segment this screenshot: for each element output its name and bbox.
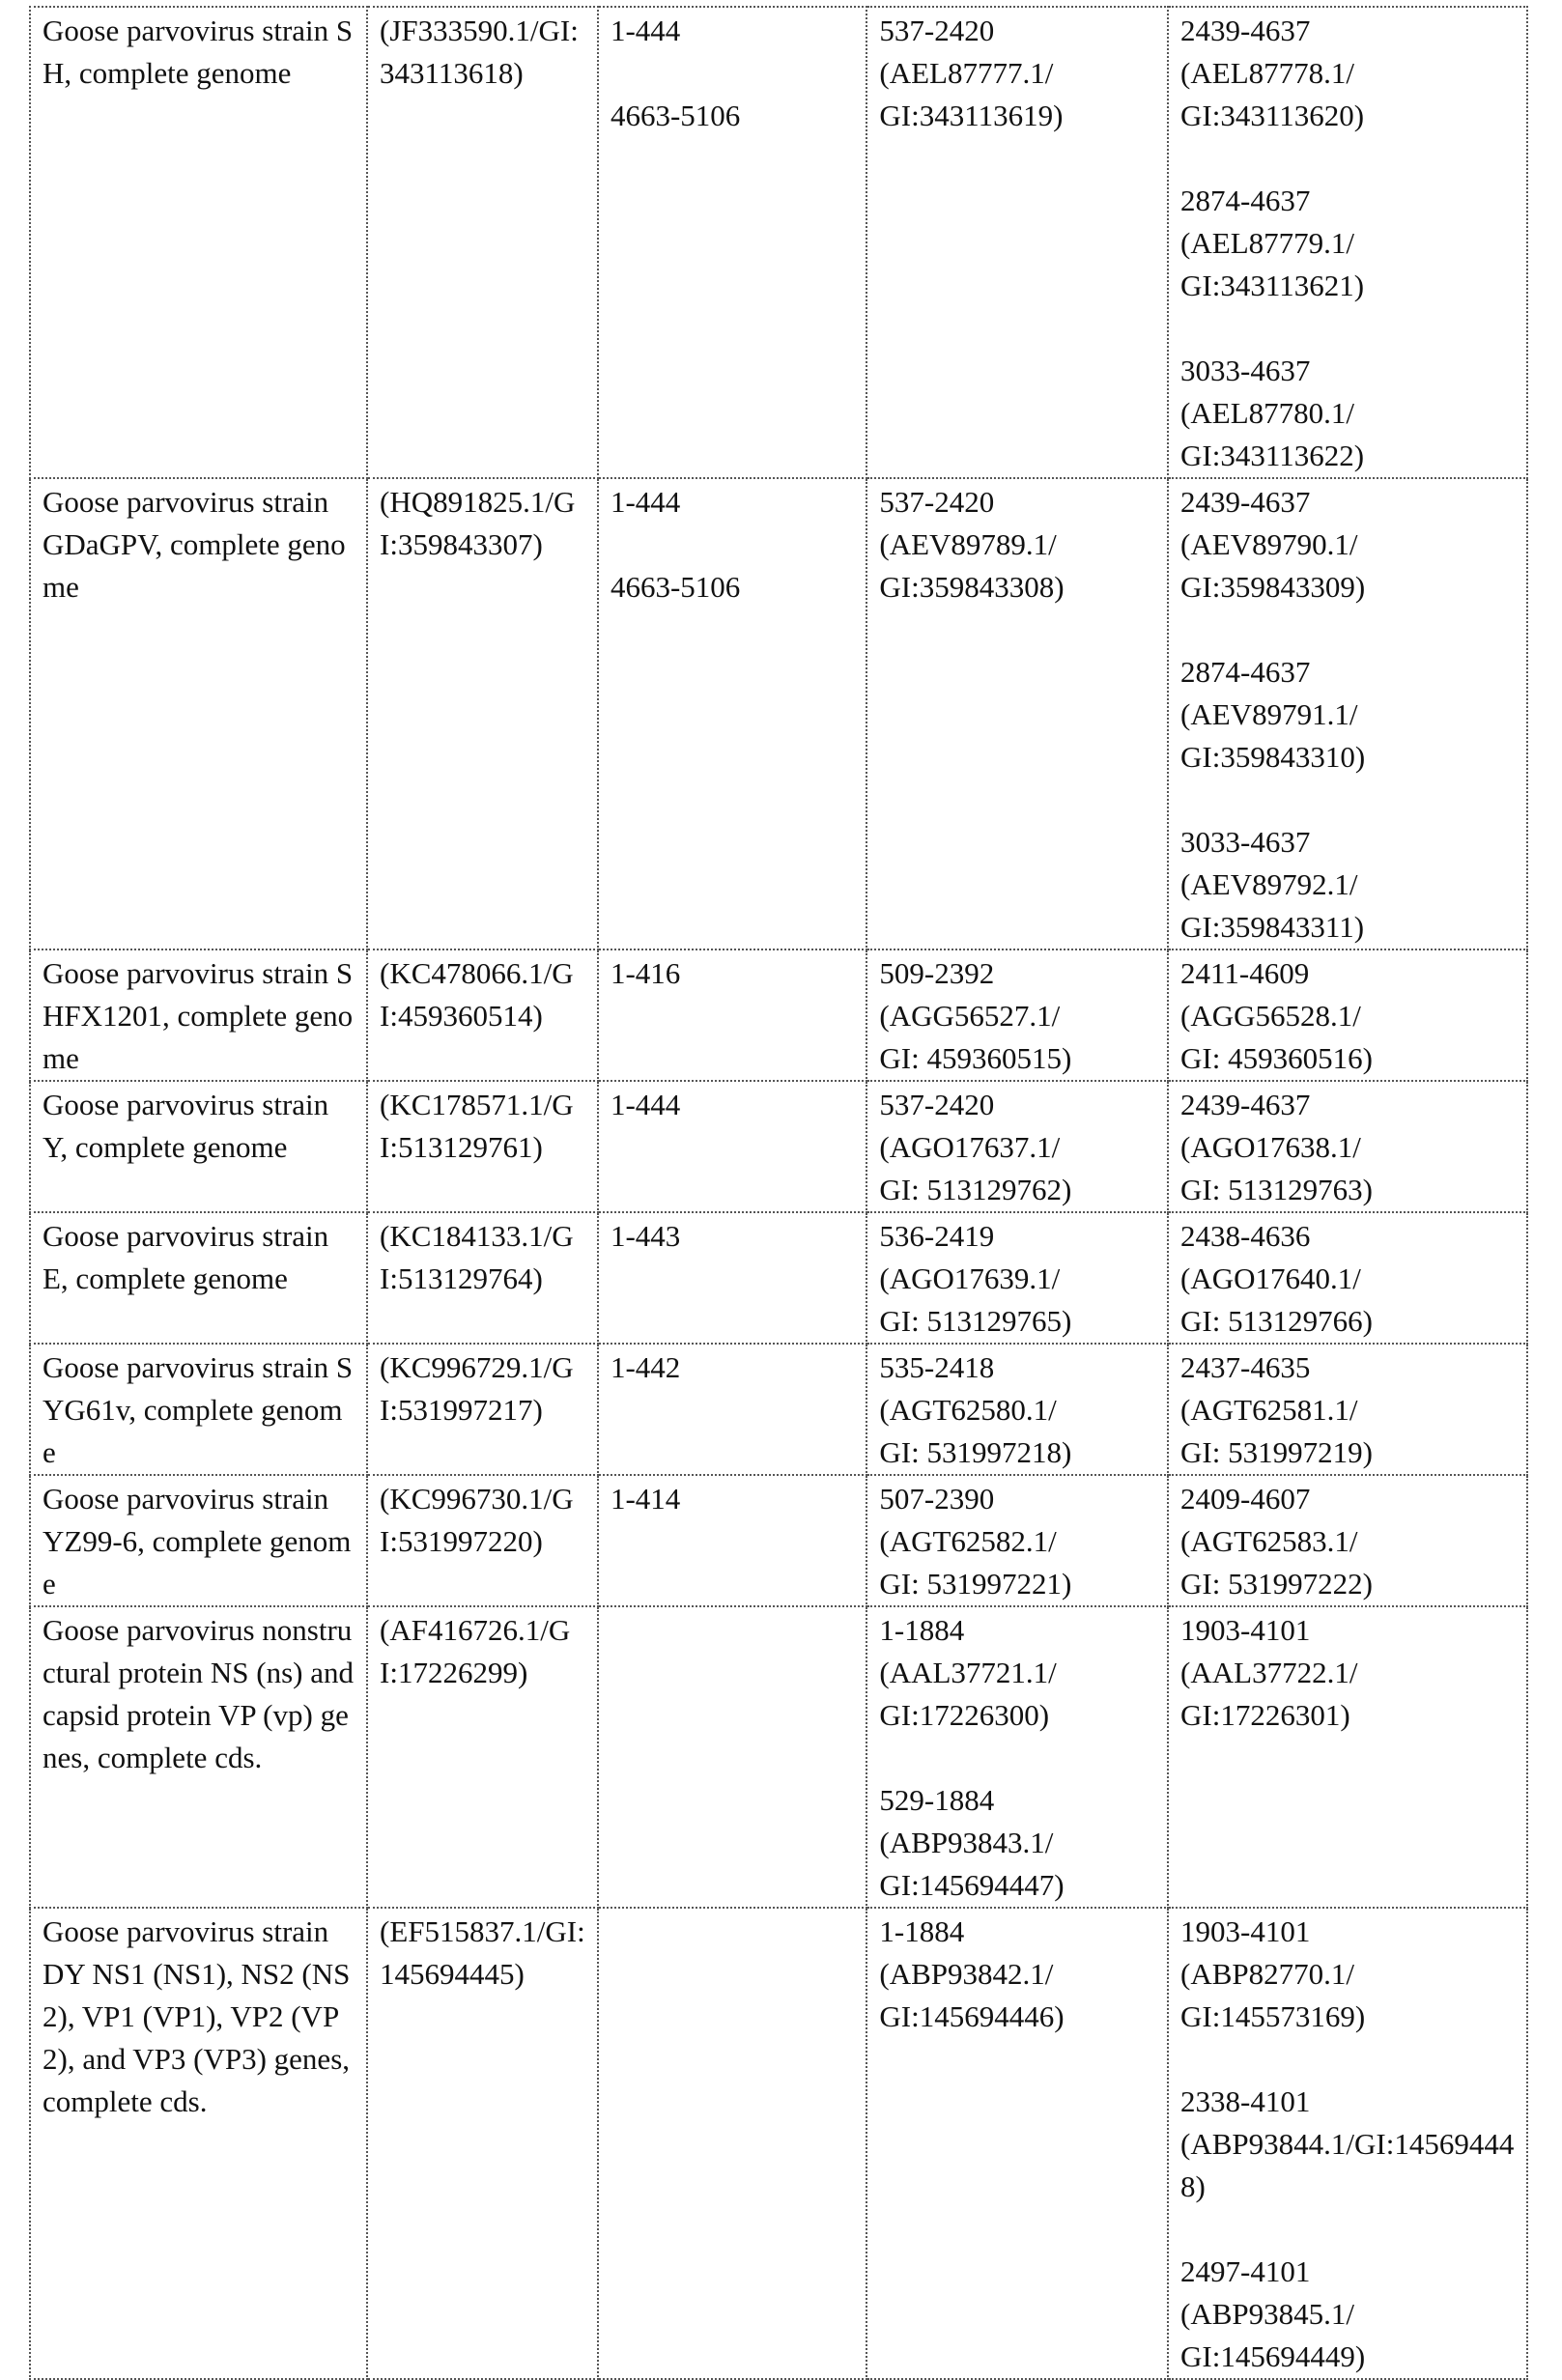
itr-range: 1-444 [611,1084,854,1126]
nucleotide-range: 509-2392 [879,952,1155,995]
protein-accession: GI:359843311) [1180,906,1515,949]
ns-coding-block [879,1215,1155,1343]
table-row [30,478,1527,949]
nucleotide-range: 536-2419 [879,1215,1155,1258]
itr-range: 4663-5106 [611,566,854,609]
protein-accession: (AGO17638.1/ [1180,1126,1515,1169]
protein-accession: (AEL87778.1/ [1180,52,1515,95]
protein-accession: (AEV89790.1/ [1180,524,1515,566]
genome-name-cell [30,1081,367,1212]
protein-accession: (AEL87780.1/ [1180,392,1515,435]
protein-accession: GI: 531997218) [879,1431,1155,1474]
vp-coding-block [1180,1084,1515,1211]
vp-coding-cell [1168,478,1527,949]
ns-coding-cell [866,1081,1168,1212]
accession-cell [367,1908,598,2379]
protein-accession: GI: 513129765) [879,1300,1155,1343]
table-row [30,1908,1527,2379]
nucleotide-range: 2438-4636 [1180,1215,1515,1258]
nucleotide-range: 2437-4635 [1180,1346,1515,1389]
accession-cell [367,7,598,478]
vp-coding-cell [1168,1606,1527,1908]
protein-accession: GI:145694447) [879,1864,1155,1907]
protein-accession: GI:145573169) [1180,1996,1515,2038]
spacer [1180,2038,1515,2081]
vp-coding-block [1180,952,1515,1080]
nucleotide-range: 1-1884 [879,1911,1155,1953]
accession-id: (AF416726.1/GI:17226299) [380,1613,570,1689]
itr-range: 1-443 [611,1215,854,1258]
genome-name: Goose parvovirus strain YZ99-6, complete genome [43,1482,351,1601]
table-row [30,1212,1527,1344]
vp-coding-block [1180,1346,1515,1474]
protein-accession: (ABP93842.1/ [879,1953,1155,1996]
nucleotide-range: 2439-4637 [1180,481,1515,524]
protein-accession: (AGT62581.1/ [1180,1389,1515,1431]
genome-name-cell [30,1908,367,2379]
protein-accession: (AEV89792.1/ [1180,864,1515,906]
nucleotide-range: 507-2390 [879,1478,1155,1520]
nucleotide-range: 529-1884 [879,1779,1155,1822]
protein-accession: (AGO17640.1/ [1180,1258,1515,1300]
protein-accession: GI:17226300) [879,1694,1155,1737]
protein-accession: GI:343113622) [1180,435,1515,477]
vp-coding-block [1180,180,1515,307]
accession-id: (KC478066.1/GI:459360514) [380,956,574,1033]
accession-cell [367,1475,598,1606]
protein-accession: (AEV89789.1/ [879,524,1155,566]
accession-cell [367,1081,598,1212]
itr-range-cell [598,1212,866,1344]
nucleotide-range: 3033-4637 [1180,821,1515,864]
protein-accession: GI:145694446) [879,1996,1155,2038]
ns-coding-block [879,481,1155,609]
protein-accession: (ABP93843.1/ [879,1822,1155,1864]
ns-coding-block [879,1346,1155,1474]
spacer [611,524,854,566]
protein-accession: GI: 459360516) [1180,1037,1515,1080]
ns-coding-block [879,1911,1155,2038]
table-row [30,1081,1527,1212]
protein-accession: (AAL37722.1/ [1180,1652,1515,1694]
protein-accession: GI:343113621) [1180,265,1515,307]
protein-accession: (ABP93845.1/ [1180,2293,1515,2336]
nucleotide-range: 2497-4101 [1180,2251,1515,2293]
protein-accession: (ABP93844.1/GI:145694448) [1180,2123,1515,2208]
ns-coding-cell [866,1344,1168,1475]
protein-accession: (AGT62582.1/ [879,1520,1155,1563]
genome-name-cell [30,1606,367,1908]
ns-coding-cell [866,1606,1168,1908]
itr-range-cell [598,7,866,478]
accession-cell [367,949,598,1081]
protein-accession: GI: 513129766) [1180,1300,1515,1343]
table-row [30,949,1527,1081]
page [29,6,1528,2380]
nucleotide-range: 537-2420 [879,10,1155,52]
spacer [1180,137,1515,180]
spacer [611,52,854,95]
nucleotide-range: 2439-4637 [1180,10,1515,52]
accession-id: (KC996729.1/GI:531997217) [380,1350,574,1427]
genome-name: Goose parvovirus strain GDaGPV, complete genome [43,485,346,604]
ns-coding-block [879,1609,1155,1737]
protein-accession: (AGO17637.1/ [879,1126,1155,1169]
genome-name: Goose parvovirus strain E, complete genome [43,1219,328,1295]
genome-name-cell [30,949,367,1081]
vp-coding-block [1180,1911,1515,2038]
itr-range: 1-416 [611,952,854,995]
vp-coding-block [1180,651,1515,779]
protein-accession: (AGG56528.1/ [1180,995,1515,1037]
spacer [1180,307,1515,350]
spacer [1180,779,1515,821]
vp-coding-block [1180,350,1515,477]
nucleotide-range: 2874-4637 [1180,651,1515,694]
table-row [30,1344,1527,1475]
nucleotide-range: 2411-4609 [1180,952,1515,995]
genome-name-cell [30,1212,367,1344]
ns-coding-cell [866,478,1168,949]
protein-accession: (ABP82770.1/ [1180,1953,1515,1996]
table-row [30,1606,1527,1908]
vp-coding-block [1180,10,1515,137]
nucleotide-range: 2409-4607 [1180,1478,1515,1520]
accession-cell [367,478,598,949]
protein-accession: (AEL87779.1/ [1180,222,1515,265]
vp-coding-block [1180,821,1515,949]
vp-coding-block [1180,2081,1515,2208]
protein-accession: GI: 531997221) [879,1563,1155,1605]
protein-accession: GI:343113620) [1180,95,1515,137]
ns-coding-cell [866,949,1168,1081]
nucleotide-range: 535-2418 [879,1346,1155,1389]
genome-name: Goose parvovirus strain SHFX1201, complete genome [43,956,353,1075]
nucleotide-range: 2874-4637 [1180,180,1515,222]
itr-range-cell [598,1606,866,1908]
itr-range-cell [598,949,866,1081]
ns-coding-block [879,1779,1155,1907]
protein-accession: GI: 513129762) [879,1169,1155,1211]
vp-coding-block [1180,481,1515,609]
itr-range-cell [598,1908,866,2379]
ns-coding-cell [866,7,1168,478]
accession-id: (KC178571.1/GI:513129761) [380,1088,574,1164]
table-body [30,7,1527,2379]
nucleotide-range: 3033-4637 [1180,350,1515,392]
ns-coding-block [879,10,1155,137]
nucleotide-range: 2338-4101 [1180,2081,1515,2123]
table-row [30,7,1527,478]
accession-id: (HQ891825.1/GI:359843307) [380,485,575,561]
itr-range: 1-414 [611,1478,854,1520]
protein-accession: (AAL37721.1/ [879,1652,1155,1694]
protein-accession: GI:359843308) [879,566,1155,609]
itr-range: 4663-5106 [611,95,854,137]
genome-name: Goose parvovirus nonstructural protein NS (ns) and capsid protein VP (vp) genes, complete cds. [43,1613,354,1774]
itr-range-cell [598,1081,866,1212]
vp-coding-cell [1168,1344,1527,1475]
protein-accession: GI:343113619) [879,95,1155,137]
ns-coding-cell [866,1212,1168,1344]
genome-name-cell [30,1475,367,1606]
protein-accession: GI:17226301) [1180,1694,1515,1737]
vp-coding-cell [1168,7,1527,478]
itr-range: 1-442 [611,1346,854,1389]
ns-coding-block [879,1084,1155,1211]
protein-accession: GI: 459360515) [879,1037,1155,1080]
ns-coding-cell [866,1475,1168,1606]
itr-range-cell [598,1475,866,1606]
genome-name: Goose parvovirus strain Y, complete genome [43,1088,328,1164]
genome-name-cell [30,7,367,478]
nucleotide-range: 2439-4637 [1180,1084,1515,1126]
table-row [30,1475,1527,1606]
accession-cell [367,1344,598,1475]
nucleotide-range: 1-1884 [879,1609,1155,1652]
genome-name: Goose parvovirus strain DY NS1 (NS1), NS2 (NS2), VP1 (VP1), VP2 (VP2), and VP3 (VP3) genes, complete cds. [43,1914,350,2118]
accession-id: (KC184133.1/GI:513129764) [380,1219,574,1295]
accession-cell [367,1606,598,1908]
ns-coding-cell [866,1908,1168,2379]
spacer [1180,2208,1515,2251]
vp-coding-block [1180,2251,1515,2378]
itr-range-cell [598,478,866,949]
vp-coding-cell [1168,1475,1527,1606]
spacer [879,1737,1155,1779]
accession-id: (KC996730.1/GI:531997220) [380,1482,574,1558]
nucleotide-range: 537-2420 [879,1084,1155,1126]
protein-accession: GI: 531997219) [1180,1431,1515,1474]
nucleotide-range: 1903-4101 [1180,1911,1515,1953]
vp-coding-block [1180,1609,1515,1737]
ns-coding-block [879,952,1155,1080]
accession-id: (JF333590.1/GI:343113618) [380,14,579,90]
accession-id: (EF515837.1/GI:145694445) [380,1914,585,1991]
genome-table [29,6,1528,2380]
protein-accession: GI: 513129763) [1180,1169,1515,1211]
nucleotide-range: 1903-4101 [1180,1609,1515,1652]
protein-accession: (AGG56527.1/ [879,995,1155,1037]
protein-accession: (AEL87777.1/ [879,52,1155,95]
accession-cell [367,1212,598,1344]
vp-coding-cell [1168,949,1527,1081]
protein-accession: GI:359843310) [1180,736,1515,779]
genome-name-cell [30,1344,367,1475]
spacer [1180,609,1515,651]
vp-coding-block [1180,1478,1515,1605]
vp-coding-cell [1168,1212,1527,1344]
nucleotide-range: 537-2420 [879,481,1155,524]
protein-accession: (AGO17639.1/ [879,1258,1155,1300]
protein-accession: GI:145694449) [1180,2336,1515,2378]
vp-coding-cell [1168,1081,1527,1212]
itr-range: 1-444 [611,481,854,524]
vp-coding-block [1180,1215,1515,1343]
protein-accession: (AGT62580.1/ [879,1389,1155,1431]
genome-name: Goose parvovirus strain SH, complete genome [43,14,353,90]
protein-accession: GI:359843309) [1180,566,1515,609]
protein-accession: (AEV89791.1/ [1180,694,1515,736]
genome-name-cell [30,478,367,949]
protein-accession: (AGT62583.1/ [1180,1520,1515,1563]
genome-name: Goose parvovirus strain SYG61v, complete genome [43,1350,353,1469]
ns-coding-block [879,1478,1155,1605]
protein-accession: GI: 531997222) [1180,1563,1515,1605]
itr-range-cell [598,1344,866,1475]
vp-coding-cell [1168,1908,1527,2379]
itr-range: 1-444 [611,10,854,52]
